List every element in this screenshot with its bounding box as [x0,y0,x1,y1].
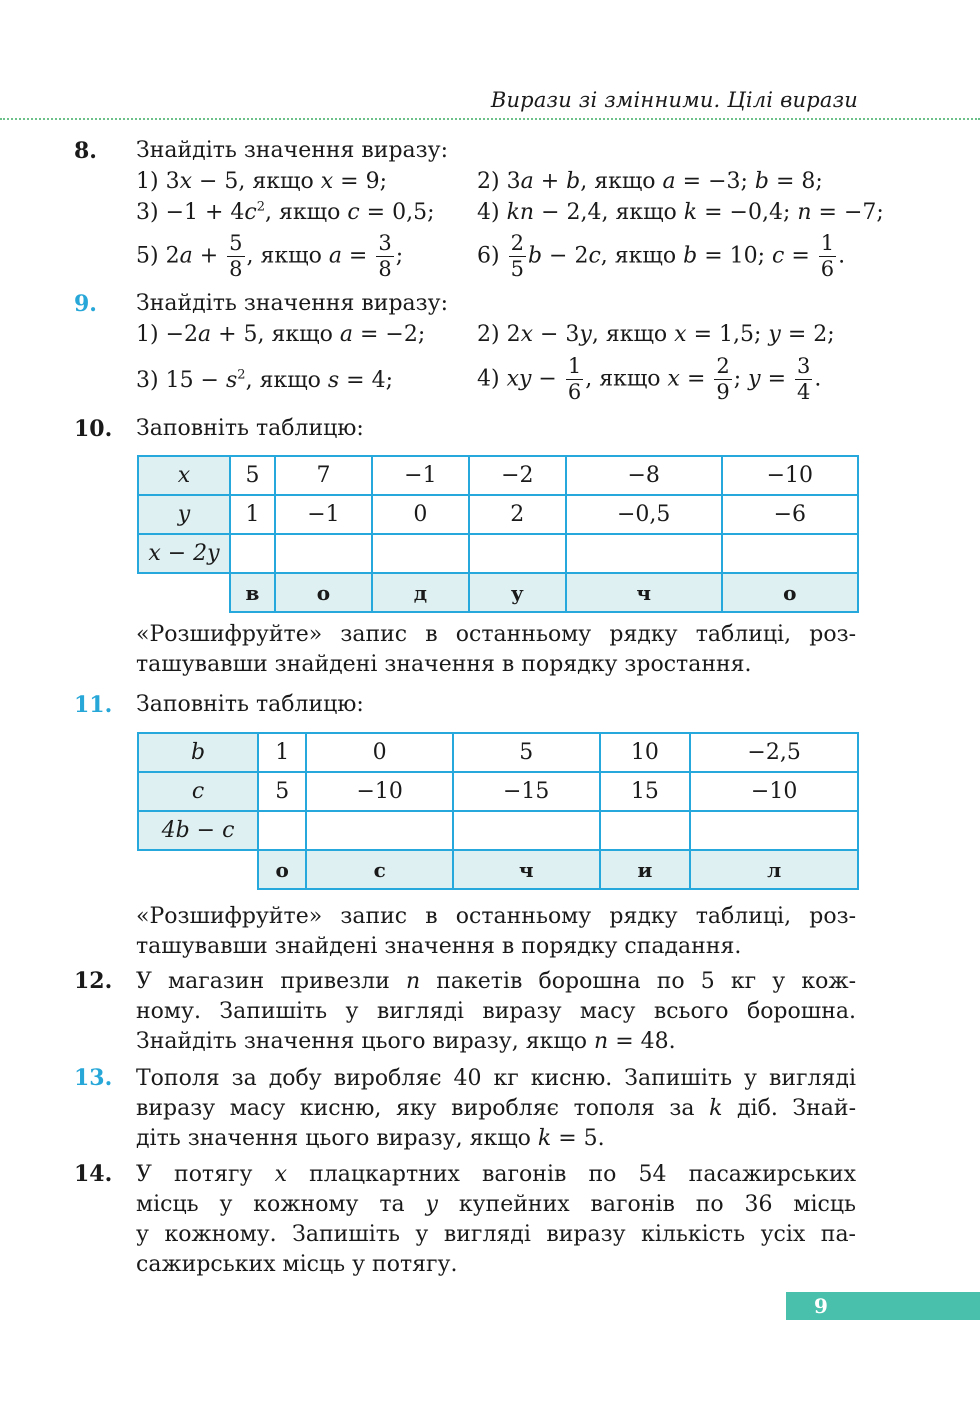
letter-cell: и [600,850,691,889]
row-header-b: b [138,733,258,772]
table-task-11 [137,732,859,890]
task-13-number: 13. [74,1065,113,1091]
task-9-item-4: 4) xy − $\frac{1}{6}$ , якщо x = $\frac{2}{9}$ ; y = $\frac{3}{4}$ . [477,354,822,404]
letter-cell: о [258,850,306,889]
row-header-y: y [138,495,230,534]
task-8-number: 8. [74,138,97,164]
table-cell: 2 [469,495,566,534]
answer-cell[interactable] [230,534,275,573]
letter-cell: ч [453,850,600,889]
task-12-text: У магазин привезли n пакетів борошна по 5 кг у кож- ному. Запишіть у вигляді виразу масу всього борошна. Знайдіть значення цього виразу, якщо n = 48. [136,969,856,1054]
fraction: $\frac{2}{9}$ [716,354,730,404]
table-cell: 15 [600,772,691,811]
task-11-note: «Розшифруйте» запис в останньому рядку таблиці, роз- ташувавши знайдені значення в порядку спадання. [136,904,856,959]
table-cell: 10 [600,733,691,772]
table-cell: 0 [372,495,469,534]
fraction: $\frac{5}{8}$ [229,231,243,281]
table-cell: 1 [258,733,306,772]
letter-cell: с [306,850,453,889]
table-cell: −2,5 [690,733,858,772]
header-divider [0,118,980,120]
task-9-item-3: 3) $15 - s^2$, якщо s = 4; [136,367,394,393]
task-8-item-3: $3) -1 + 4c^2$, якщо c = 0,5; [136,199,435,225]
task-8-item-4: 4) kn − 2,4, якщо k = −0,4; n = −7; [477,200,884,225]
table-row-expression [138,811,858,850]
letter-cell: ч [566,573,722,612]
letter-cell: л [690,850,858,889]
table-row-x [138,456,858,495]
table-cell: −10 [690,772,858,811]
table-cell: 5 [230,456,275,495]
task-8-item-1: 1) 3x − 5, якщо x = 9; [136,169,387,194]
letter-cell: о [275,573,372,612]
table-cell: −0,5 [566,495,722,534]
task-14-text: У потягу x плацкартних вагонів по 54 пасажирських місць у кожному та y купейних вагонів по 36 місць у кожному. Запишіть у вигляді виразу кількість усіх па- сажирських місць у потягу. [136,1162,856,1277]
answer-cell[interactable] [306,811,453,850]
task-12-number: 12. [74,968,113,994]
letter-cell: в [230,573,275,612]
table-row-expression [138,534,858,573]
row-header-expression: 4b − c [138,811,258,850]
table-cell: −1 [372,456,469,495]
table-row-y [138,495,858,534]
answer-cell[interactable] [258,811,306,850]
letter-cell: д [372,573,469,612]
row-header-x: x [138,456,230,495]
answer-cell[interactable] [372,534,469,573]
fraction: $\frac{3}{8}$ [378,231,392,281]
page-number: 9 [814,1294,828,1318]
row-header-expression: x − 2y [138,534,230,573]
task-9-item-1: 1) −2a + 5, якщо a = −2; [136,322,426,347]
table-cell: −6 [722,495,858,534]
task-8-item-2: 2) 3a + b, якщо a = −3; b = 8; [477,169,823,194]
table-row-b [138,733,858,772]
task-8-prompt: Знайдіть значення виразу: [136,138,449,163]
table-row-letters [138,850,858,889]
table-cell: −10 [722,456,858,495]
task-10-prompt: Заповніть таблицю: [136,416,364,441]
answer-cell[interactable] [566,534,722,573]
letter-cell: у [469,573,566,612]
task-9-number: 9. [74,291,97,317]
fraction: $\frac{2}{5}$ [510,231,524,281]
task-8-item-6: 6) $\frac{2}{5}$ b − 2c, якщо b = 10; c = $\frac{1}{6}$ . [477,231,846,281]
table-cell: 0 [306,733,453,772]
table-cell: −8 [566,456,722,495]
task-9-prompt: Знайдіть значення виразу: [136,291,449,316]
task-10-number: 10. [74,416,113,442]
fraction: $\frac{1}{6}$ [567,354,582,404]
table-row-letters [138,573,858,612]
letter-cell: о [722,573,858,612]
answer-cell[interactable] [453,811,600,850]
task-11-number: 11. [74,692,113,718]
answer-cell[interactable] [722,534,858,573]
answer-cell[interactable] [690,811,858,850]
row-header-c: c [138,772,258,811]
table-cell: −10 [306,772,453,811]
task-11-prompt: Заповніть таблицю: [136,692,364,717]
task-8-item-5: 5) 2a + $\frac{5}{8}$ , якщо a = $\frac{3}{8}$ ; [136,231,404,281]
task-14-number: 14. [74,1161,113,1187]
answer-cell[interactable] [600,811,691,850]
table-row-c [138,772,858,811]
task-9-item-2: 2) 2x − 3y, якщо x = 1,5; y = 2; [477,322,835,347]
table-cell: −1 [275,495,372,534]
table-cell: −2 [469,456,566,495]
table-cell: 7 [275,456,372,495]
table-cell: −15 [453,772,600,811]
table-cell: 5 [258,772,306,811]
fraction: $\frac{3}{4}$ [797,354,811,404]
page-number-tab [786,1292,980,1320]
table-task-10 [137,455,859,613]
task-10-note: «Розшифруйте» запис в останньому рядку таблиці, роз- ташувавши знайдені значення в порядку зростання. [136,622,856,677]
running-header: Вирази зі змінними. Цілі вирази [490,88,858,112]
answer-cell[interactable] [469,534,566,573]
answer-cell[interactable] [275,534,372,573]
table-cell: 1 [230,495,275,534]
table-cell: 5 [453,733,600,772]
task-13-text: Тополя за добу виробляє 40 кг кисню. Запишіть у вигляді виразу масу кисню, яку виробляє тополя за k діб. Знай- діть значення цього виразу, якщо k = 5. [136,1066,856,1151]
fraction: $\frac{1}{6}$ [820,231,835,281]
